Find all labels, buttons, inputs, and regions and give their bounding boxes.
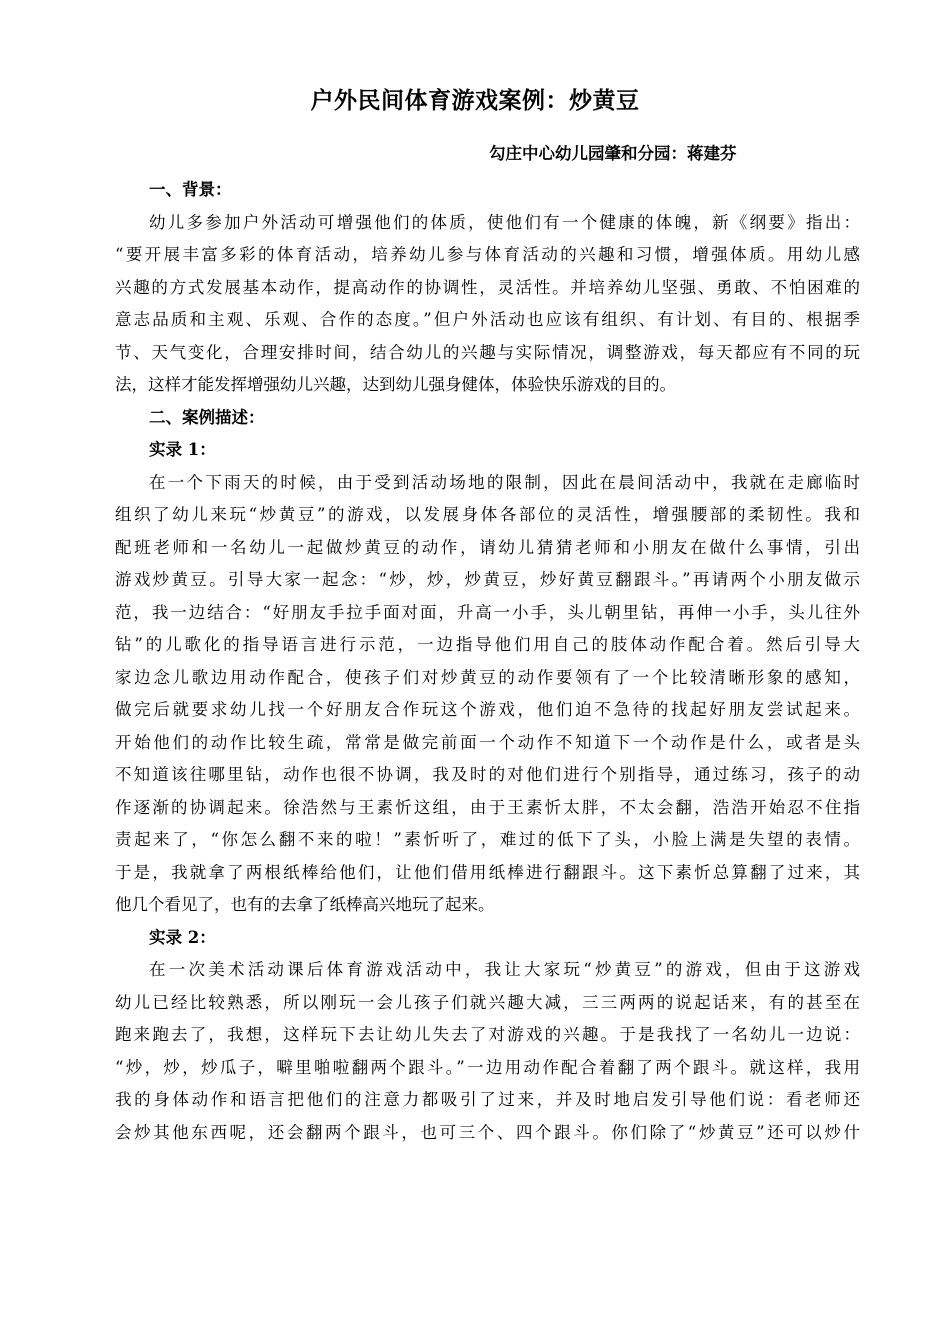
document-title: 户外民间体育游戏案例：炒黄豆: [310, 87, 640, 114]
paragraph-line: 游戏炒黄豆。引导大家一起念：“炒，炒，炒黄豆，炒好黄豆翻跟斗。”再请两个小朋友做示: [115, 570, 860, 589]
paragraph-line: 我的身体动作和语言把他们的注意力都吸引了过来，并及时地启发引导他们说：看老师还: [115, 1090, 860, 1109]
paragraph-line: 责起来了，“你怎么翻不来的啦！”素忻听了，难过的低下了头，小脸上满是失望的表情。: [115, 830, 860, 849]
paragraph-line: 开始他们的动作比较生疏，常常是做完前面一个动作不知道下一个动作是什么，或者是头: [115, 732, 860, 752]
paragraph-line: “炒，炒，炒瓜子，噼里啪啦翻两个跟斗。”一边用动作配合着翻了两个跟斗。就这样，我用: [115, 1057, 860, 1077]
paragraph-line: 组织了幼儿来玩“炒黄豆”的游戏，以发展身体各部位的灵活性，增强腰部的柔韧性。我和: [115, 505, 860, 524]
background-paragraph: [115, 207, 860, 402]
record-heading-1: 实录 1：: [149, 440, 216, 459]
paragraph-line: 幼儿多参加户外活动可增强他们的体质，使他们有一个健康的体魄，新《纲要》指出：: [149, 212, 860, 232]
record1-paragraph: [115, 467, 860, 922]
record2-paragraph: [115, 954, 860, 1149]
paragraph-line: 范，我一边结合：“好朋友手拉手面对面，升高一小手，头儿朝里钻，再伸一小手，头儿往外: [115, 602, 860, 622]
section-heading-background: 一、背景：: [149, 180, 232, 199]
paragraph-line: 做完后就要求幼儿找一个好朋友合作玩这个游戏，他们迫不急待的找起好朋友尝试起来。: [115, 700, 860, 719]
paragraph-line: 意志品质和主观、乐观、合作的态度。”但户外活动也应该有组织、有计划、有目的、根据季: [115, 310, 860, 329]
paragraph-line: 跑来跑去了，我想，这样玩下去让幼儿失去了对游戏的兴趣。于是我找了一名幼儿一边说：: [115, 1025, 860, 1044]
paragraph-line: 配班老师和一名幼儿一起做炒黄豆的动作，请幼儿猜猜老师和小朋友在做什么事情，引出: [115, 537, 860, 557]
paragraph-line: 法，这样才能发挥增强幼儿兴趣，达到幼儿强身健体，体验快乐游戏的目的。: [115, 375, 676, 394]
paragraph-line: “要开展丰富多彩的体育活动，培养幼儿参与体育活动的兴趣和习惯，增强体质。用幼儿感: [115, 245, 860, 264]
paragraph-line: 节、天气变化，合理安排时间，结合幼儿的兴趣与实际情况，调整游戏，每天都应有不同的玩: [115, 342, 860, 362]
record-heading-2: 实录 2：: [149, 927, 216, 947]
paragraph-line: 于是，我就拿了两根纸棒给他们，让他们借用纸棒进行翻跟斗。这下素忻总算翻了过来，其: [115, 862, 860, 882]
paragraph-line: 他几个看见了，也有的去拿了纸棒高兴地玩了起来。: [115, 895, 495, 914]
paragraph-line: 兴趣的方式发展基本动作，提高动作的协调性，灵活性。并培养幼儿坚强、勇敢、不怕困难的: [115, 277, 860, 297]
paragraph-line: 在一次美术活动课后体育游戏活动中，我让大家玩“炒黄豆”的游戏，但由于这游戏: [149, 960, 860, 979]
paragraph-line: 钻”的儿歌化的指导语言进行示范，一边指导他们用自己的肢体动作配合着。然后引导大: [115, 635, 860, 654]
paragraph-line: 家边念儿歌边用动作配合，使孩子们对炒黄豆的动作要领有了一个比较清晰形象的感知，: [115, 667, 860, 687]
paragraph-line: 会炒其他东西呢，还会翻两个跟斗，也可三个、四个跟斗。你们除了“炒黄豆”还可以炒什: [115, 1122, 860, 1142]
paragraph-line: 在一个下雨天的时候，由于受到活动场地的限制，因此在晨间活动中，我就在走廊临时: [149, 472, 860, 492]
paragraph-line: 不知道该往哪里钻，动作也很不协调，我及时的对他们进行个别指导，通过练习，孩子的动: [115, 765, 860, 784]
paragraph-line: 作逐渐的协调起来。徐浩然与王素忻这组，由于王素忻太胖，不太会翻，浩浩开始忍不住指: [115, 797, 860, 817]
author-line: 勾庄中心幼儿园肇和分园：蒋建芬: [489, 144, 737, 163]
paragraph-line: 幼儿已经比较熟悉，所以刚玩一会儿孩子们就兴趣大减，三三两两的说起话来，有的甚至在: [115, 992, 860, 1012]
section-heading-case: 二、案例描述：: [149, 407, 265, 427]
document-body: [115, 174, 860, 1149]
